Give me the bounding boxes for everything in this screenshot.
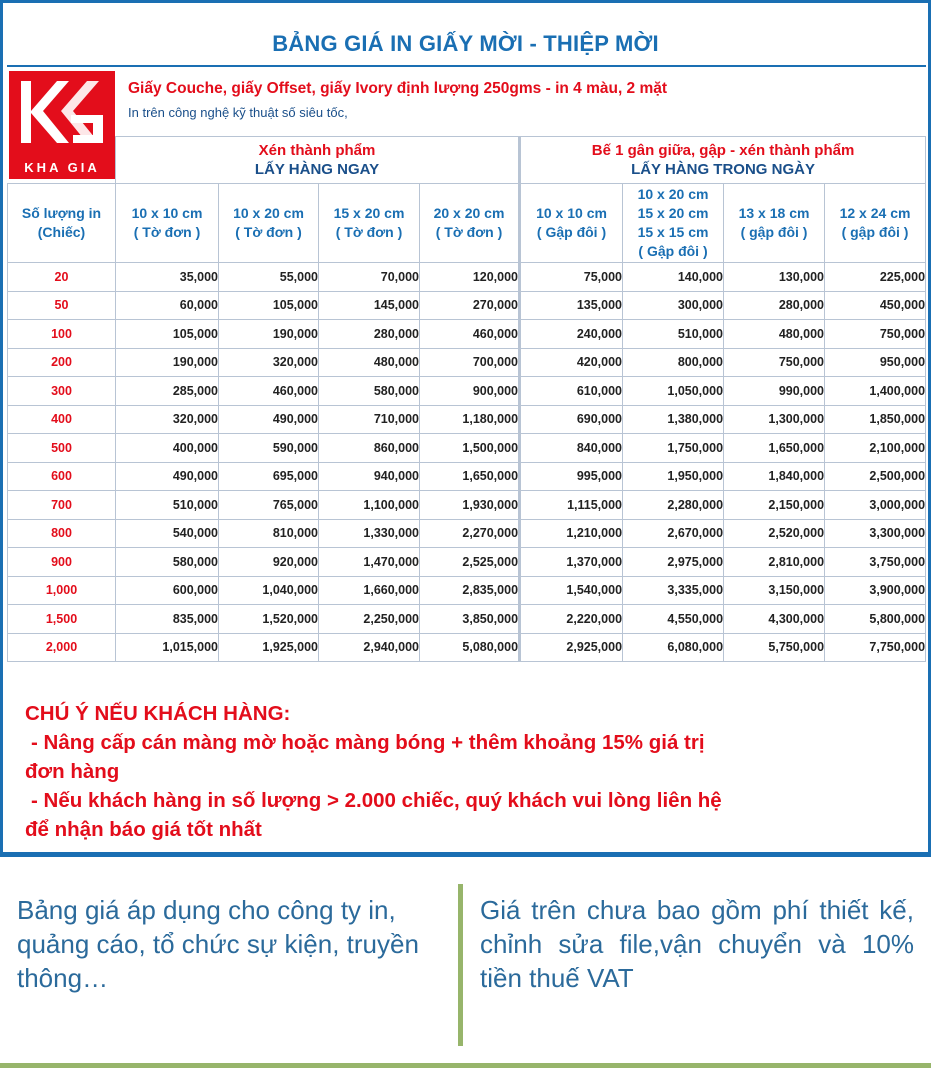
price-cell: 1,500,000 xyxy=(420,434,520,463)
price-cell: 900,000 xyxy=(420,377,520,406)
price-cell: 700,000 xyxy=(420,348,520,377)
price-cell: 810,000 xyxy=(219,519,319,548)
price-cell: 2,670,000 xyxy=(623,519,724,548)
price-cell: 1,210,000 xyxy=(520,519,623,548)
page-title: BẢNG GIÁ IN GIẤY MỜI - THIỆP MỜI xyxy=(272,31,659,56)
price-cell: 1,370,000 xyxy=(520,548,623,577)
price-cell: 1,180,000 xyxy=(420,405,520,434)
table-row xyxy=(8,434,926,463)
qty-cell: 1,500 xyxy=(8,605,116,634)
price-cell: 1,400,000 xyxy=(825,377,926,406)
group-header-trim xyxy=(116,137,520,184)
price-cell: 140,000 xyxy=(623,263,724,292)
price-cell: 450,000 xyxy=(825,291,926,320)
price-cell: 480,000 xyxy=(724,320,825,349)
price-cell: 510,000 xyxy=(623,320,724,349)
price-cell: 1,040,000 xyxy=(219,576,319,605)
price-cell: 3,300,000 xyxy=(825,519,926,548)
price-cell: 690,000 xyxy=(520,405,623,434)
price-cell: 1,520,000 xyxy=(219,605,319,634)
price-cell: 920,000 xyxy=(219,548,319,577)
price-cell: 3,335,000 xyxy=(623,576,724,605)
price-cell: 420,000 xyxy=(520,348,623,377)
col-header-size: 10 x 20 cm ( Tờ đơn ) xyxy=(219,184,319,263)
price-cell: 5,750,000 xyxy=(724,633,825,662)
group-fold-line2: LẤY HÀNG TRONG NGÀY xyxy=(631,161,815,178)
price-cell: 3,150,000 xyxy=(724,576,825,605)
price-cell: 190,000 xyxy=(116,348,219,377)
note-line: để nhận báo giá tốt nhất xyxy=(25,818,262,841)
price-cell: 580,000 xyxy=(116,548,219,577)
price-cell: 270,000 xyxy=(420,291,520,320)
price-cell: 2,220,000 xyxy=(520,605,623,634)
qty-cell: 2,000 xyxy=(8,633,116,662)
price-cell: 145,000 xyxy=(319,291,420,320)
price-cell: 120,000 xyxy=(420,263,520,292)
price-cell: 285,000 xyxy=(116,377,219,406)
qty-cell: 20 xyxy=(8,263,116,292)
qty-cell: 1,000 xyxy=(8,576,116,605)
price-table xyxy=(7,136,926,662)
price-cell: 2,520,000 xyxy=(724,519,825,548)
price-cell: 400,000 xyxy=(116,434,219,463)
price-cell: 3,850,000 xyxy=(420,605,520,634)
price-cell: 590,000 xyxy=(219,434,319,463)
group-trim-line2: LẤY HÀNG NGAY xyxy=(254,161,380,178)
price-cell: 2,500,000 xyxy=(825,462,926,491)
table-row xyxy=(8,633,926,662)
price-cell: 995,000 xyxy=(520,462,623,491)
bottom-bar xyxy=(0,1063,931,1068)
qty-cell: 400 xyxy=(8,405,116,434)
price-cell: 4,300,000 xyxy=(724,605,825,634)
price-cell: 750,000 xyxy=(724,348,825,377)
price-cell: 105,000 xyxy=(219,291,319,320)
qty-cell: 50 xyxy=(8,291,116,320)
price-cell: 2,975,000 xyxy=(623,548,724,577)
price-cell: 1,380,000 xyxy=(623,405,724,434)
qty-cell: 300 xyxy=(8,377,116,406)
price-cell: 1,650,000 xyxy=(420,462,520,491)
table-row xyxy=(8,263,926,292)
price-cell: 990,000 xyxy=(724,377,825,406)
col-header-size: 15 x 20 cm ( Tờ đơn ) xyxy=(319,184,420,263)
qty-cell: 600 xyxy=(8,462,116,491)
notes-block xyxy=(25,699,722,844)
price-cell: 600,000 xyxy=(116,576,219,605)
price-cell: 610,000 xyxy=(520,377,623,406)
price-cell: 7,750,000 xyxy=(825,633,926,662)
price-cell: 1,300,000 xyxy=(724,405,825,434)
qty-cell: 200 xyxy=(8,348,116,377)
table-row xyxy=(8,291,926,320)
table-row xyxy=(8,348,926,377)
footer-right-text: Giá trên chưa bao gồm phí thiết kế, chỉnh sửa file,vận chuyển và 10% tiền thuế VAT xyxy=(480,895,914,993)
price-cell: 225,000 xyxy=(825,263,926,292)
table-row xyxy=(8,576,926,605)
price-cell: 940,000 xyxy=(319,462,420,491)
group-trim-line1: Xén thành phẩm xyxy=(258,142,376,159)
qty-cell: 700 xyxy=(8,491,116,520)
price-cell: 710,000 xyxy=(319,405,420,434)
price-cell: 60,000 xyxy=(116,291,219,320)
price-cell: 5,080,000 xyxy=(420,633,520,662)
price-cell: 1,840,000 xyxy=(724,462,825,491)
price-cell: 2,940,000 xyxy=(319,633,420,662)
table-row xyxy=(8,405,926,434)
price-cell: 950,000 xyxy=(825,348,926,377)
col-header-size: 10 x 10 cm ( Gập đôi ) xyxy=(520,184,623,263)
price-cell: 130,000 xyxy=(724,263,825,292)
price-cell: 1,930,000 xyxy=(420,491,520,520)
price-cell: 2,925,000 xyxy=(520,633,623,662)
price-cell: 580,000 xyxy=(319,377,420,406)
group-fold-line1: Bế 1 gân giữa, gập - xén thành phẩm xyxy=(591,142,855,159)
price-cell: 190,000 xyxy=(219,320,319,349)
col-header-size: 10 x 10 cm ( Tờ đơn ) xyxy=(116,184,219,263)
price-cell: 2,270,000 xyxy=(420,519,520,548)
col-header-size: 20 x 20 cm ( Tờ đơn ) xyxy=(420,184,520,263)
price-cell: 135,000 xyxy=(520,291,623,320)
price-cell: 750,000 xyxy=(825,320,926,349)
note-line: - Nâng cấp cán màng mờ hoặc màng bóng + thêm khoảng 15% giá trị xyxy=(31,731,705,754)
price-cell: 1,750,000 xyxy=(623,434,724,463)
price-cell: 70,000 xyxy=(319,263,420,292)
qty-cell: 500 xyxy=(8,434,116,463)
footer-divider xyxy=(458,884,463,1046)
col-header-size: 12 x 24 cm ( gập đôi ) xyxy=(825,184,926,263)
table-row xyxy=(8,462,926,491)
price-cell: 3,900,000 xyxy=(825,576,926,605)
price-cell: 105,000 xyxy=(116,320,219,349)
price-cell: 1,115,000 xyxy=(520,491,623,520)
price-cell: 300,000 xyxy=(623,291,724,320)
note-line: - Nếu khách hàng in số lượng > 2.000 chiếc, quý khách vui lòng liên hệ xyxy=(31,789,722,812)
price-cell: 2,835,000 xyxy=(420,576,520,605)
price-cell: 55,000 xyxy=(219,263,319,292)
price-cell: 1,470,000 xyxy=(319,548,420,577)
price-cell: 840,000 xyxy=(520,434,623,463)
qty-header: Số lượng in (Chiếc) xyxy=(8,184,116,263)
spec-line-1: Giấy Couche, giấy Offset, giấy Ivory định lượng 250gms - in 4 màu, 2 mặt xyxy=(128,80,668,97)
price-cell: 1,050,000 xyxy=(623,377,724,406)
table-row xyxy=(8,605,926,634)
price-cell: 320,000 xyxy=(219,348,319,377)
title-divider xyxy=(7,65,926,67)
price-cell: 460,000 xyxy=(420,320,520,349)
price-cell: 1,015,000 xyxy=(116,633,219,662)
price-cell: 510,000 xyxy=(116,491,219,520)
price-cell: 540,000 xyxy=(116,519,219,548)
price-cell: 835,000 xyxy=(116,605,219,634)
price-cell: 860,000 xyxy=(319,434,420,463)
price-cell: 240,000 xyxy=(520,320,623,349)
price-cell: 1,660,000 xyxy=(319,576,420,605)
table-row xyxy=(8,519,926,548)
price-cell: 490,000 xyxy=(116,462,219,491)
qty-cell: 800 xyxy=(8,519,116,548)
table-row xyxy=(8,548,926,577)
price-cell: 1,950,000 xyxy=(623,462,724,491)
price-cell: 460,000 xyxy=(219,377,319,406)
price-cell: 3,750,000 xyxy=(825,548,926,577)
spec-line-2: In trên công nghệ kỹ thuật số siêu tốc, xyxy=(128,105,348,120)
col-header-size: 13 x 18 cm ( gập đôi ) xyxy=(724,184,825,263)
footer-left-text: Bảng giá áp dụng cho công ty in, quảng cáo, tổ chức sự kiện, truyền thông… xyxy=(17,895,419,993)
price-cell: 2,150,000 xyxy=(724,491,825,520)
price-cell: 280,000 xyxy=(724,291,825,320)
group-header-fold xyxy=(520,137,926,184)
price-cell: 320,000 xyxy=(116,405,219,434)
table-row xyxy=(8,377,926,406)
logo-header-cell xyxy=(8,137,116,184)
price-cell: 695,000 xyxy=(219,462,319,491)
logo-text: KHA GIA xyxy=(24,160,100,175)
price-cell: 480,000 xyxy=(319,348,420,377)
price-cell: 800,000 xyxy=(623,348,724,377)
price-cell: 2,810,000 xyxy=(724,548,825,577)
price-cell: 490,000 xyxy=(219,405,319,434)
table-row xyxy=(8,491,926,520)
col-header-size: 10 x 20 cm 15 x 20 cm 15 x 15 cm ( Gập đôi ) xyxy=(623,184,724,263)
price-cell: 3,000,000 xyxy=(825,491,926,520)
table-row xyxy=(8,320,926,349)
notes-title: CHÚ Ý NẾU KHÁCH HÀNG: xyxy=(25,702,291,725)
qty-cell: 100 xyxy=(8,320,116,349)
qty-cell: 900 xyxy=(8,548,116,577)
price-cell: 1,330,000 xyxy=(319,519,420,548)
price-cell: 2,525,000 xyxy=(420,548,520,577)
price-cell: 35,000 xyxy=(116,263,219,292)
price-cell: 2,100,000 xyxy=(825,434,926,463)
price-cell: 6,080,000 xyxy=(623,633,724,662)
price-cell: 75,000 xyxy=(520,263,623,292)
price-cell: 280,000 xyxy=(319,320,420,349)
price-cell: 5,800,000 xyxy=(825,605,926,634)
note-line: đơn hàng xyxy=(25,760,120,783)
price-cell: 2,280,000 xyxy=(623,491,724,520)
price-cell: 765,000 xyxy=(219,491,319,520)
price-cell: 1,925,000 xyxy=(219,633,319,662)
price-cell: 1,540,000 xyxy=(520,576,623,605)
price-cell: 1,850,000 xyxy=(825,405,926,434)
price-cell: 2,250,000 xyxy=(319,605,420,634)
price-cell: 1,100,000 xyxy=(319,491,420,520)
price-cell: 4,550,000 xyxy=(623,605,724,634)
price-cell: 1,650,000 xyxy=(724,434,825,463)
